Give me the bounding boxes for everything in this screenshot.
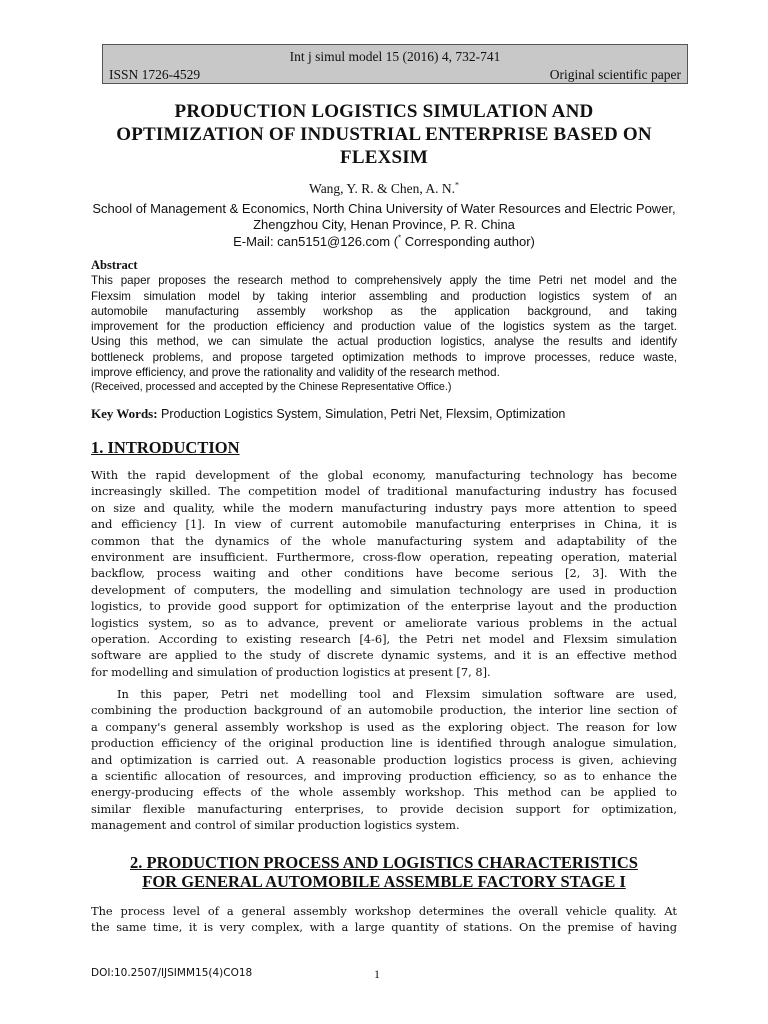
- text-line: In this paper, Petri net modelling tool and Flexsim simulation software are used,: [117, 687, 677, 701]
- affiliation-line: School of Management & Economics, North China University of Water Resources and Electric Power,: [92, 201, 676, 216]
- intro-paragraph-1: [91, 467, 677, 680]
- keywords-text: Production Logistics System, Simulation, Petri Net, Flexsim, Optimization: [157, 407, 566, 421]
- intro-paragraph-2: [91, 686, 677, 834]
- text-line: energy-producing effects of the whole assembly workshop. This method can be applied to: [91, 785, 677, 800]
- text-line: environment are insufficient. Furthermore, cross-flow operation, repeating operation, material: [91, 550, 677, 565]
- journal-header-box: [102, 44, 688, 84]
- email-star: *: [398, 233, 402, 243]
- section-2-heading-line: 2. PRODUCTION PROCESS AND LOGISTICS CHARACTERISTICS: [130, 853, 638, 872]
- section-1-heading: 1. INTRODUCTION: [91, 438, 240, 457]
- page-number: 1: [374, 967, 380, 981]
- text-line: With the rapid development of the global economy, manufacturing technology has become: [91, 468, 677, 482]
- text-line: and efficiency [1]. In view of current automobile manufacturing enterprises in China, it is: [91, 517, 677, 532]
- author-names: Wang, Y. R. & Chen, A. N.: [309, 181, 455, 196]
- issn: ISSN 1726-4529: [109, 67, 201, 82]
- text-line: increasingly skilled. The competition model of traditional manufacturing industry has focused: [91, 484, 677, 499]
- text-line: production efficiency of the original production line is identified through analogue simulation,: [91, 736, 677, 751]
- title-line: OPTIMIZATION OF INDUSTRIAL ENTERPRISE BASED ON: [116, 124, 652, 145]
- text-line: similar flexible manufacturing enterprises, to provide decision support for optimization,: [91, 801, 677, 816]
- text-line: a scientific allocation of resources, and improving production efficiency, so as to enhance the: [91, 769, 677, 784]
- received-note: (Received, processed and accepted by the Chinese Representative Office.): [91, 381, 452, 394]
- section-2-heading-line: FOR GENERAL AUTOMOBILE ASSEMBLE FACTORY STAGE I: [142, 872, 626, 891]
- text-line: common that the dynamics of the whole manufacturing system and adaptability of the: [91, 533, 677, 548]
- text-line: logistics system, so as to advance, prevent or ameliorate various problems in the actual: [91, 615, 677, 630]
- title-line: FLEXSIM: [340, 147, 428, 168]
- paper-type: Original scientific paper: [549, 67, 681, 82]
- text-line: management and control of similar production logistics system.: [91, 818, 460, 833]
- text-line: operation. According to existing research [4-6], the Petri net model and Flexsim simulation: [91, 632, 677, 647]
- abstract-line: improve efficiency, and prove the rationality and validity of the research method.: [91, 366, 500, 380]
- abstract-line: automobile manufacturing assembly workshop as the application background, and taking: [91, 304, 677, 318]
- text-line: the same time, it is very complex, with a large quantity of stations. On the premise of having: [91, 920, 677, 935]
- text-line: for modelling and simulation of production logistics at present [7, 8].: [91, 664, 491, 679]
- abstract-heading: Abstract: [91, 258, 138, 272]
- abstract: [91, 258, 677, 396]
- text-line: combining the production background of an automobile production, the interior line section of: [91, 703, 677, 718]
- text-line: The process level of a general assembly workshop determines the overall vehicle quality. At: [91, 904, 677, 918]
- abstract-line: improvement for the production efficiency and production value of the logistics system as the target.: [91, 320, 677, 334]
- section-2-paragraph: [91, 903, 677, 936]
- text-line: software are applied to the study of discrete dynamic systems, and it is an effective method: [91, 648, 677, 663]
- title-line: PRODUCTION LOGISTICS SIMULATION AND: [174, 101, 594, 122]
- journal-citation: Int j simul model 15 (2016) 4, 732-741: [289, 49, 501, 64]
- paper-title: [70, 100, 698, 169]
- email-suffix: Corresponding author): [401, 234, 535, 249]
- abstract-line: Flexsim simulation model by taking interior assembling and production logistics system of an: [91, 289, 677, 303]
- author-star: *: [454, 180, 459, 190]
- keywords: [91, 406, 677, 422]
- text-line: and optimization is carried out. A reasonable production logistics process is given, achieving: [91, 752, 677, 767]
- text-line: a company's general assembly workshop is used as the exploring object. The reason for low: [91, 719, 677, 734]
- email-line: [0, 234, 768, 249]
- affiliation-line: Zhengzhou City, Henan Province, P. R. China: [253, 217, 515, 232]
- email-prefix: E-Mail: can5151@126.com (: [233, 234, 399, 249]
- section-2-heading: [60, 853, 708, 891]
- text-line: logistics, to provide good support for optimization of the enterprise layout and the production: [91, 599, 677, 614]
- footer-doi: DOI:10.2507/IJSIMM15(4)CO18: [91, 967, 253, 979]
- affiliation: [60, 201, 708, 233]
- keywords-label: Key Words:: [91, 406, 158, 421]
- abstract-line: bottleneck problems, and propose targeted optimization methods to improve processes, reduce waste,: [91, 350, 677, 364]
- text-line: on size and quality, while the modern manufacturing industry pays more attention to speed: [91, 500, 677, 515]
- text-line: backflow, process waiting and other conditions have become serious [2, 3]. With the: [91, 566, 677, 581]
- abstract-line: This paper proposes the research method to comprehensively apply the time Petri net model and the: [91, 274, 677, 288]
- text-line: development of computers, the modelling and simulation technology are used in production: [91, 582, 677, 597]
- authors: [0, 181, 768, 197]
- abstract-line: Using this method, we can simulate the actual production logistics, analyse the results and identify: [91, 335, 677, 349]
